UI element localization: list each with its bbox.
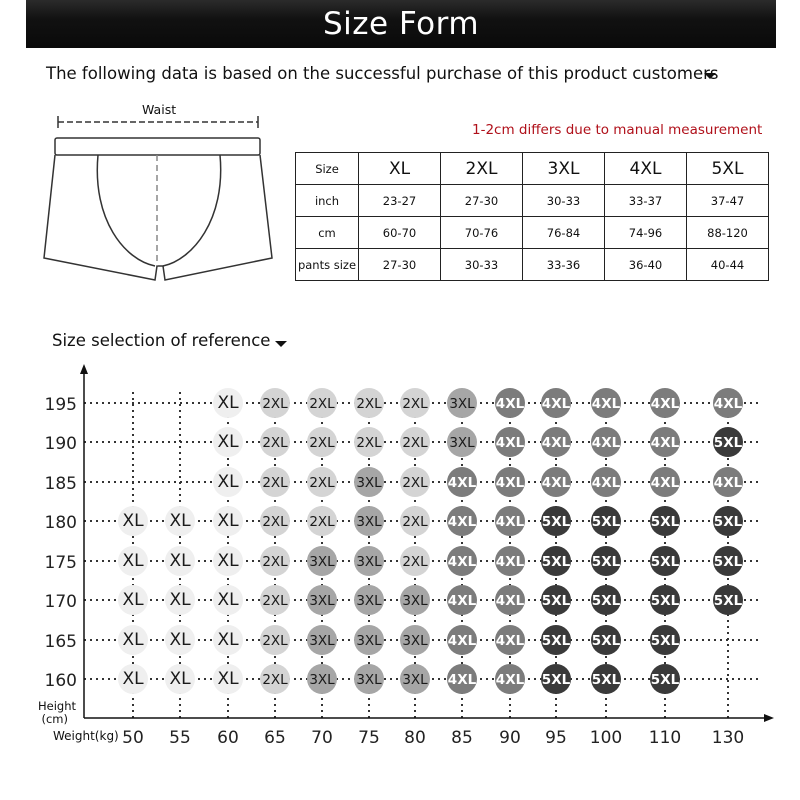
size-marker-label: 5XL — [650, 514, 680, 530]
size-marker-label: 4XL — [447, 554, 477, 570]
table-cell: 40-44 — [687, 249, 769, 281]
size-marker-label: 2XL — [309, 514, 335, 530]
size-marker-label: 2XL — [262, 514, 288, 530]
measurement-note: 1-2cm differs due to manual measurement — [472, 122, 763, 138]
size-marker-label: 2XL — [262, 593, 288, 609]
size-marker-label: 2XL — [356, 396, 382, 412]
size-marker-label: XL — [169, 630, 191, 650]
size-marker-label: 2XL — [309, 435, 335, 451]
size-marker-label: XL — [217, 590, 239, 610]
size-marker-label: 3XL — [356, 633, 382, 649]
table-cell: 36-40 — [605, 249, 687, 281]
size-marker-label: XL — [169, 511, 191, 531]
table-row-label: inch — [296, 185, 359, 217]
y-axis-arrow-icon — [80, 364, 88, 374]
size-marker-label: XL — [122, 511, 144, 531]
size-marker-label: 5XL — [713, 554, 743, 570]
size-marker-label: XL — [169, 551, 191, 571]
size-marker-label: XL — [217, 630, 239, 650]
size-marker-label: 4XL — [541, 475, 571, 491]
size-marker-label: XL — [217, 393, 239, 413]
size-marker-label: 4XL — [591, 475, 621, 491]
table-cell: 60-70 — [359, 217, 441, 249]
size-marker-label: 3XL — [402, 593, 428, 609]
y-tick-label: 195 — [44, 395, 77, 415]
size-marker-label: 5XL — [541, 633, 571, 649]
size-marker-label: 2XL — [402, 396, 428, 412]
selection-title: Size selection of reference — [52, 331, 271, 350]
size-marker-label: 3XL — [402, 672, 428, 688]
page-title: Size Form — [322, 6, 480, 42]
x-tick-label: 130 — [711, 728, 745, 748]
size-marker-label: 5XL — [541, 514, 571, 530]
table-header-cell: 2XL — [441, 153, 523, 185]
size-marker-label: 3XL — [449, 396, 475, 412]
size-marker-label: 2XL — [262, 554, 288, 570]
size-marker-label: XL — [217, 551, 239, 571]
y-tick-label: 185 — [44, 474, 77, 494]
size-marker-label: 4XL — [650, 475, 680, 491]
size-marker-label: 2XL — [262, 435, 288, 451]
size-marker-label: 5XL — [650, 672, 680, 688]
size-marker-label: 5XL — [541, 554, 571, 570]
size-marker-label: 4XL — [495, 435, 525, 451]
size-marker-label: 5XL — [650, 633, 680, 649]
x-tick-label: 70 — [311, 728, 333, 748]
size-marker-label: 2XL — [262, 396, 288, 412]
size-marker-label: 4XL — [591, 396, 621, 412]
x-tick-label: 85 — [451, 728, 473, 748]
size-marker-label: 4XL — [541, 435, 571, 451]
size-marker-label: XL — [122, 630, 144, 650]
intro-text: The following data is based on the successful purchase of this product customers — [46, 64, 719, 83]
size-marker-label: 4XL — [495, 593, 525, 609]
table-cell: 30-33 — [523, 185, 605, 217]
x-tick-label: 95 — [545, 728, 567, 748]
size-marker-label: 4XL — [650, 396, 680, 412]
x-axis-arrow-icon — [764, 714, 774, 722]
table-header-cell: XL — [359, 153, 441, 185]
size-marker-label: 4XL — [495, 396, 525, 412]
size-marker-label: 5XL — [713, 435, 743, 451]
x-tick-label: 55 — [169, 728, 191, 748]
table-cell: 27-30 — [359, 249, 441, 281]
size-marker-label: 2XL — [262, 475, 288, 491]
size-marker-label: 3XL — [356, 514, 382, 530]
size-marker-label: 2XL — [402, 435, 428, 451]
size-marker-label: XL — [122, 669, 144, 689]
table-cell: 33-36 — [523, 249, 605, 281]
size-marker-label: 3XL — [309, 633, 335, 649]
size-marker-label: 5XL — [713, 593, 743, 609]
x-tick-label: 110 — [648, 728, 682, 748]
y-axis-title-unit: (cm) — [41, 712, 68, 726]
size-marker-label: 2XL — [262, 672, 288, 688]
size-marker-label: 4XL — [495, 514, 525, 530]
size-marker-label: 2XL — [356, 435, 382, 451]
size-marker-label: 4XL — [495, 475, 525, 491]
y-tick-label: 160 — [44, 671, 77, 691]
size-marker-label: 2XL — [402, 554, 428, 570]
size-marker-label: 3XL — [356, 593, 382, 609]
size-marker-label: 3XL — [309, 593, 335, 609]
size-marker-label: 5XL — [650, 554, 680, 570]
table-cell: 27-30 — [441, 185, 523, 217]
y-tick-label: 170 — [44, 592, 77, 612]
size-marker-label: 3XL — [356, 554, 382, 570]
size-marker-label: 4XL — [713, 475, 743, 491]
y-tick-label: 180 — [44, 513, 77, 533]
size-marker-label: 5XL — [713, 514, 743, 530]
size-marker-label: 4XL — [495, 554, 525, 570]
table-cell: 33-37 — [605, 185, 687, 217]
y-axis-title: Height — [37, 699, 76, 713]
size-marker-label: 4XL — [447, 633, 477, 649]
y-tick-label: 175 — [44, 553, 77, 573]
size-marker-label: 4XL — [591, 435, 621, 451]
size-marker-label: XL — [217, 669, 239, 689]
size-marker-label: 2XL — [309, 475, 335, 491]
size-marker-label: 3XL — [356, 672, 382, 688]
size-marker-label: XL — [217, 472, 239, 492]
size-marker-label: 5XL — [541, 672, 571, 688]
size-marker-label: XL — [122, 590, 144, 610]
size-marker-label: 5XL — [591, 633, 621, 649]
y-tick-label: 190 — [44, 434, 77, 454]
table-cell: 37-47 — [687, 185, 769, 217]
size-marker-label: XL — [169, 669, 191, 689]
size-marker-label: 4XL — [447, 672, 477, 688]
size-marker-label: 4XL — [447, 514, 477, 530]
size-marker-label: 2XL — [262, 633, 288, 649]
table-cell: 74-96 — [605, 217, 687, 249]
table-row-label: pants size — [296, 249, 359, 281]
table-cell: 70-76 — [441, 217, 523, 249]
size-marker-label: 2XL — [309, 396, 335, 412]
size-marker-label: XL — [169, 590, 191, 610]
size-marker-label: 5XL — [591, 593, 621, 609]
size-marker-label: 5XL — [541, 593, 571, 609]
size-marker-label: 4XL — [447, 475, 477, 491]
size-marker-label: XL — [217, 511, 239, 531]
size-marker-label: 4XL — [495, 672, 525, 688]
table-header-cell: Size — [296, 153, 359, 185]
size-marker-label: XL — [122, 551, 144, 571]
x-tick-label: 75 — [358, 728, 380, 748]
size-marker-label: 4XL — [447, 593, 477, 609]
size-marker-label: 5XL — [591, 672, 621, 688]
size-marker-label: 3XL — [402, 633, 428, 649]
size-marker-label: 4XL — [650, 435, 680, 451]
x-tick-label: 50 — [122, 728, 144, 748]
x-tick-label: 65 — [264, 728, 286, 748]
size-marker-label: 4XL — [713, 396, 743, 412]
x-tick-label: 100 — [589, 728, 623, 748]
table-header-cell: 3XL — [523, 153, 605, 185]
table-header-cell: 5XL — [687, 153, 769, 185]
table-cell: 88-120 — [687, 217, 769, 249]
size-marker-label: 3XL — [356, 475, 382, 491]
table-row-label: cm — [296, 217, 359, 249]
y-tick-label: 165 — [44, 632, 77, 652]
table-cell: 30-33 — [441, 249, 523, 281]
waist-label: Waist — [142, 102, 177, 117]
size-marker-label: 2XL — [402, 514, 428, 530]
x-axis-title: Weight(kg) — [53, 729, 119, 743]
table-cell: 23-27 — [359, 185, 441, 217]
size-marker-label: 3XL — [449, 435, 475, 451]
table-header-cell: 4XL — [605, 153, 687, 185]
size-marker-label: 4XL — [495, 633, 525, 649]
size-marker-label: 5XL — [591, 514, 621, 530]
size-marker-label: 2XL — [402, 475, 428, 491]
size-marker-label: 3XL — [309, 672, 335, 688]
x-tick-label: 60 — [217, 728, 239, 748]
table-cell: 76-84 — [523, 217, 605, 249]
size-marker-label: XL — [217, 432, 239, 452]
x-tick-label: 90 — [499, 728, 521, 748]
size-marker-label: 4XL — [541, 396, 571, 412]
size-marker-label: 5XL — [591, 554, 621, 570]
size-marker-label: 3XL — [309, 554, 335, 570]
size-marker-label: 5XL — [650, 593, 680, 609]
x-tick-label: 80 — [404, 728, 426, 748]
